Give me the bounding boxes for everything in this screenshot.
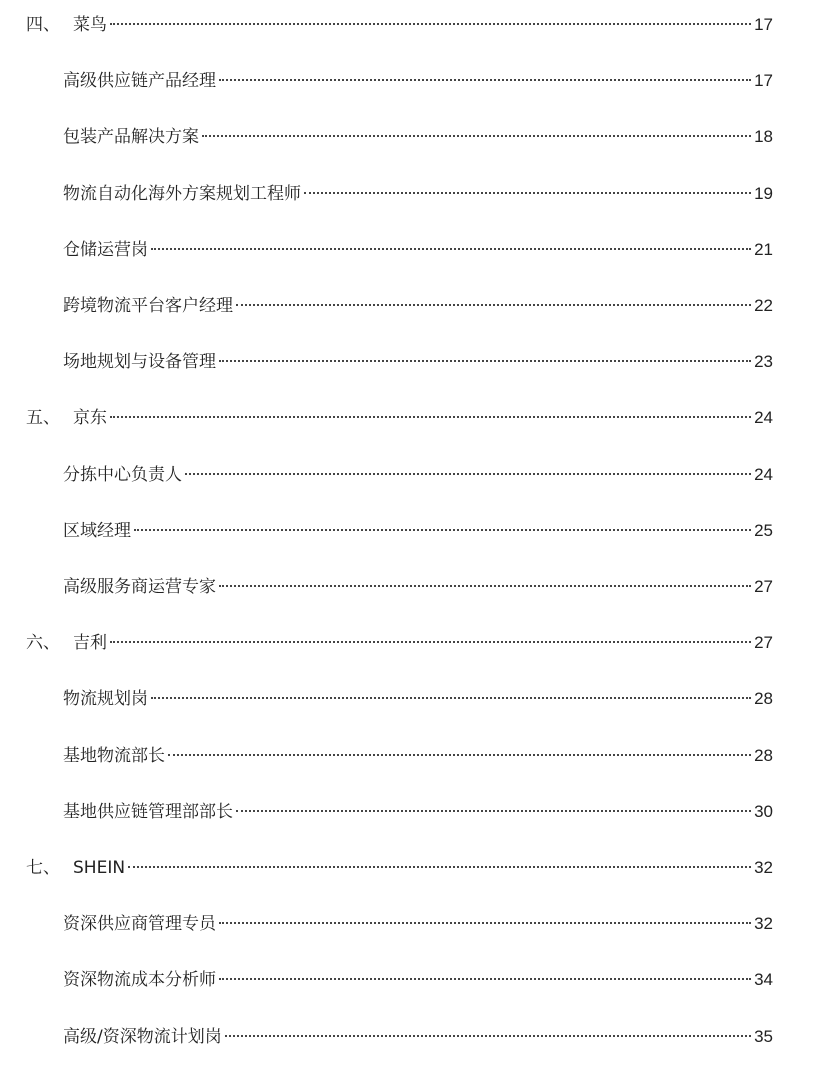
entry-title: 高级服务商运营专家: [63, 577, 216, 597]
entry-title: 京东: [73, 408, 107, 429]
entry-title: 跨境物流平台客户经理: [63, 296, 233, 316]
page-number: 25: [754, 520, 773, 540]
entry-title: SHEIN: [73, 858, 126, 878]
dot-leader: [219, 585, 751, 587]
page-number: 22: [754, 296, 773, 315]
toc-entry[interactable]: [63, 350, 773, 374]
entry-title: 基地物流部长: [63, 745, 165, 766]
entry-title: 吉利: [73, 633, 107, 654]
toc-section-entry[interactable]: [26, 856, 773, 880]
dot-leader: [110, 416, 751, 418]
dot-leader: [202, 135, 751, 137]
toc-entry[interactable]: [63, 463, 773, 487]
section-number: 五、: [26, 408, 60, 429]
entry-title: 物流自动化海外方案规划工程师: [63, 183, 301, 204]
entry-title: 场地规划与设备管理: [63, 352, 216, 373]
section-number: 六、: [26, 633, 60, 654]
page-number: 23: [754, 352, 773, 372]
page-number: 28: [754, 689, 773, 709]
entry-title: 包装产品解决方案: [63, 127, 199, 148]
page-number: 28: [754, 745, 773, 765]
entry-title: 物流规划岗: [63, 689, 148, 710]
dot-leader: [168, 754, 751, 756]
page-number: 24: [754, 464, 773, 484]
toc-entry[interactable]: [63, 238, 773, 262]
section-number: 四、: [26, 15, 60, 35]
page-number: 17: [754, 71, 773, 91]
toc-entry[interactable]: [63, 912, 773, 936]
dot-leader: [110, 641, 751, 643]
dot-leader: [236, 810, 751, 812]
page-number: 35: [754, 1026, 773, 1046]
dot-leader: [225, 1035, 751, 1037]
dot-leader: [128, 866, 751, 868]
dot-leader: [134, 529, 751, 531]
dot-leader: [219, 922, 751, 924]
toc-section-entry[interactable]: [26, 13, 773, 37]
toc-section-entry[interactable]: [26, 631, 773, 655]
dot-leader: [219, 360, 751, 362]
page-number: 24: [754, 408, 773, 428]
toc-entry[interactable]: [63, 69, 773, 93]
page-number: 30: [754, 801, 773, 821]
entry-title: 资深物流成本分析师: [63, 970, 216, 991]
entry-title: 基地供应链管理部部长: [63, 801, 233, 822]
dot-leader: [151, 248, 751, 250]
section-number: 七、: [26, 858, 60, 878]
entry-title: 分拣中心负责人: [63, 464, 182, 485]
toc-entry[interactable]: [63, 519, 773, 543]
page-number: 19: [754, 183, 773, 203]
toc-entry[interactable]: [63, 1025, 773, 1049]
toc-entry[interactable]: [63, 687, 773, 711]
toc-entry[interactable]: [63, 968, 773, 992]
entry-title: 高级供应链产品经理: [63, 71, 216, 92]
dot-leader: [185, 473, 751, 475]
page-number: 27: [754, 633, 773, 653]
page-number: 21: [754, 239, 773, 259]
dot-leader: [219, 978, 751, 980]
dot-leader: [219, 79, 751, 81]
page-number: 17: [754, 15, 773, 34]
dot-leader: [151, 697, 751, 699]
entry-title: 菜鸟: [73, 15, 107, 35]
entry-title: 仓储运营岗: [63, 239, 148, 260]
page-number: 32: [754, 914, 773, 934]
dot-leader: [236, 304, 751, 306]
page-number: 27: [754, 577, 773, 596]
toc-entry[interactable]: [63, 182, 773, 206]
dot-leader: [304, 192, 751, 194]
entry-title: 高级/资深物流计划岗: [63, 1026, 222, 1047]
page-number: 18: [754, 127, 773, 147]
entry-title: 区域经理: [63, 520, 131, 541]
toc-entry[interactable]: [63, 744, 773, 768]
toc-entry[interactable]: [63, 575, 773, 599]
toc-entry[interactable]: [63, 294, 773, 318]
toc-entry[interactable]: [63, 800, 773, 824]
toc-entry[interactable]: [63, 125, 773, 149]
page-number: 34: [754, 970, 773, 990]
dot-leader: [110, 23, 751, 25]
entry-title: 资深供应商管理专员: [63, 914, 216, 935]
toc-section-entry[interactable]: [26, 406, 773, 430]
page-number: 32: [754, 858, 773, 877]
